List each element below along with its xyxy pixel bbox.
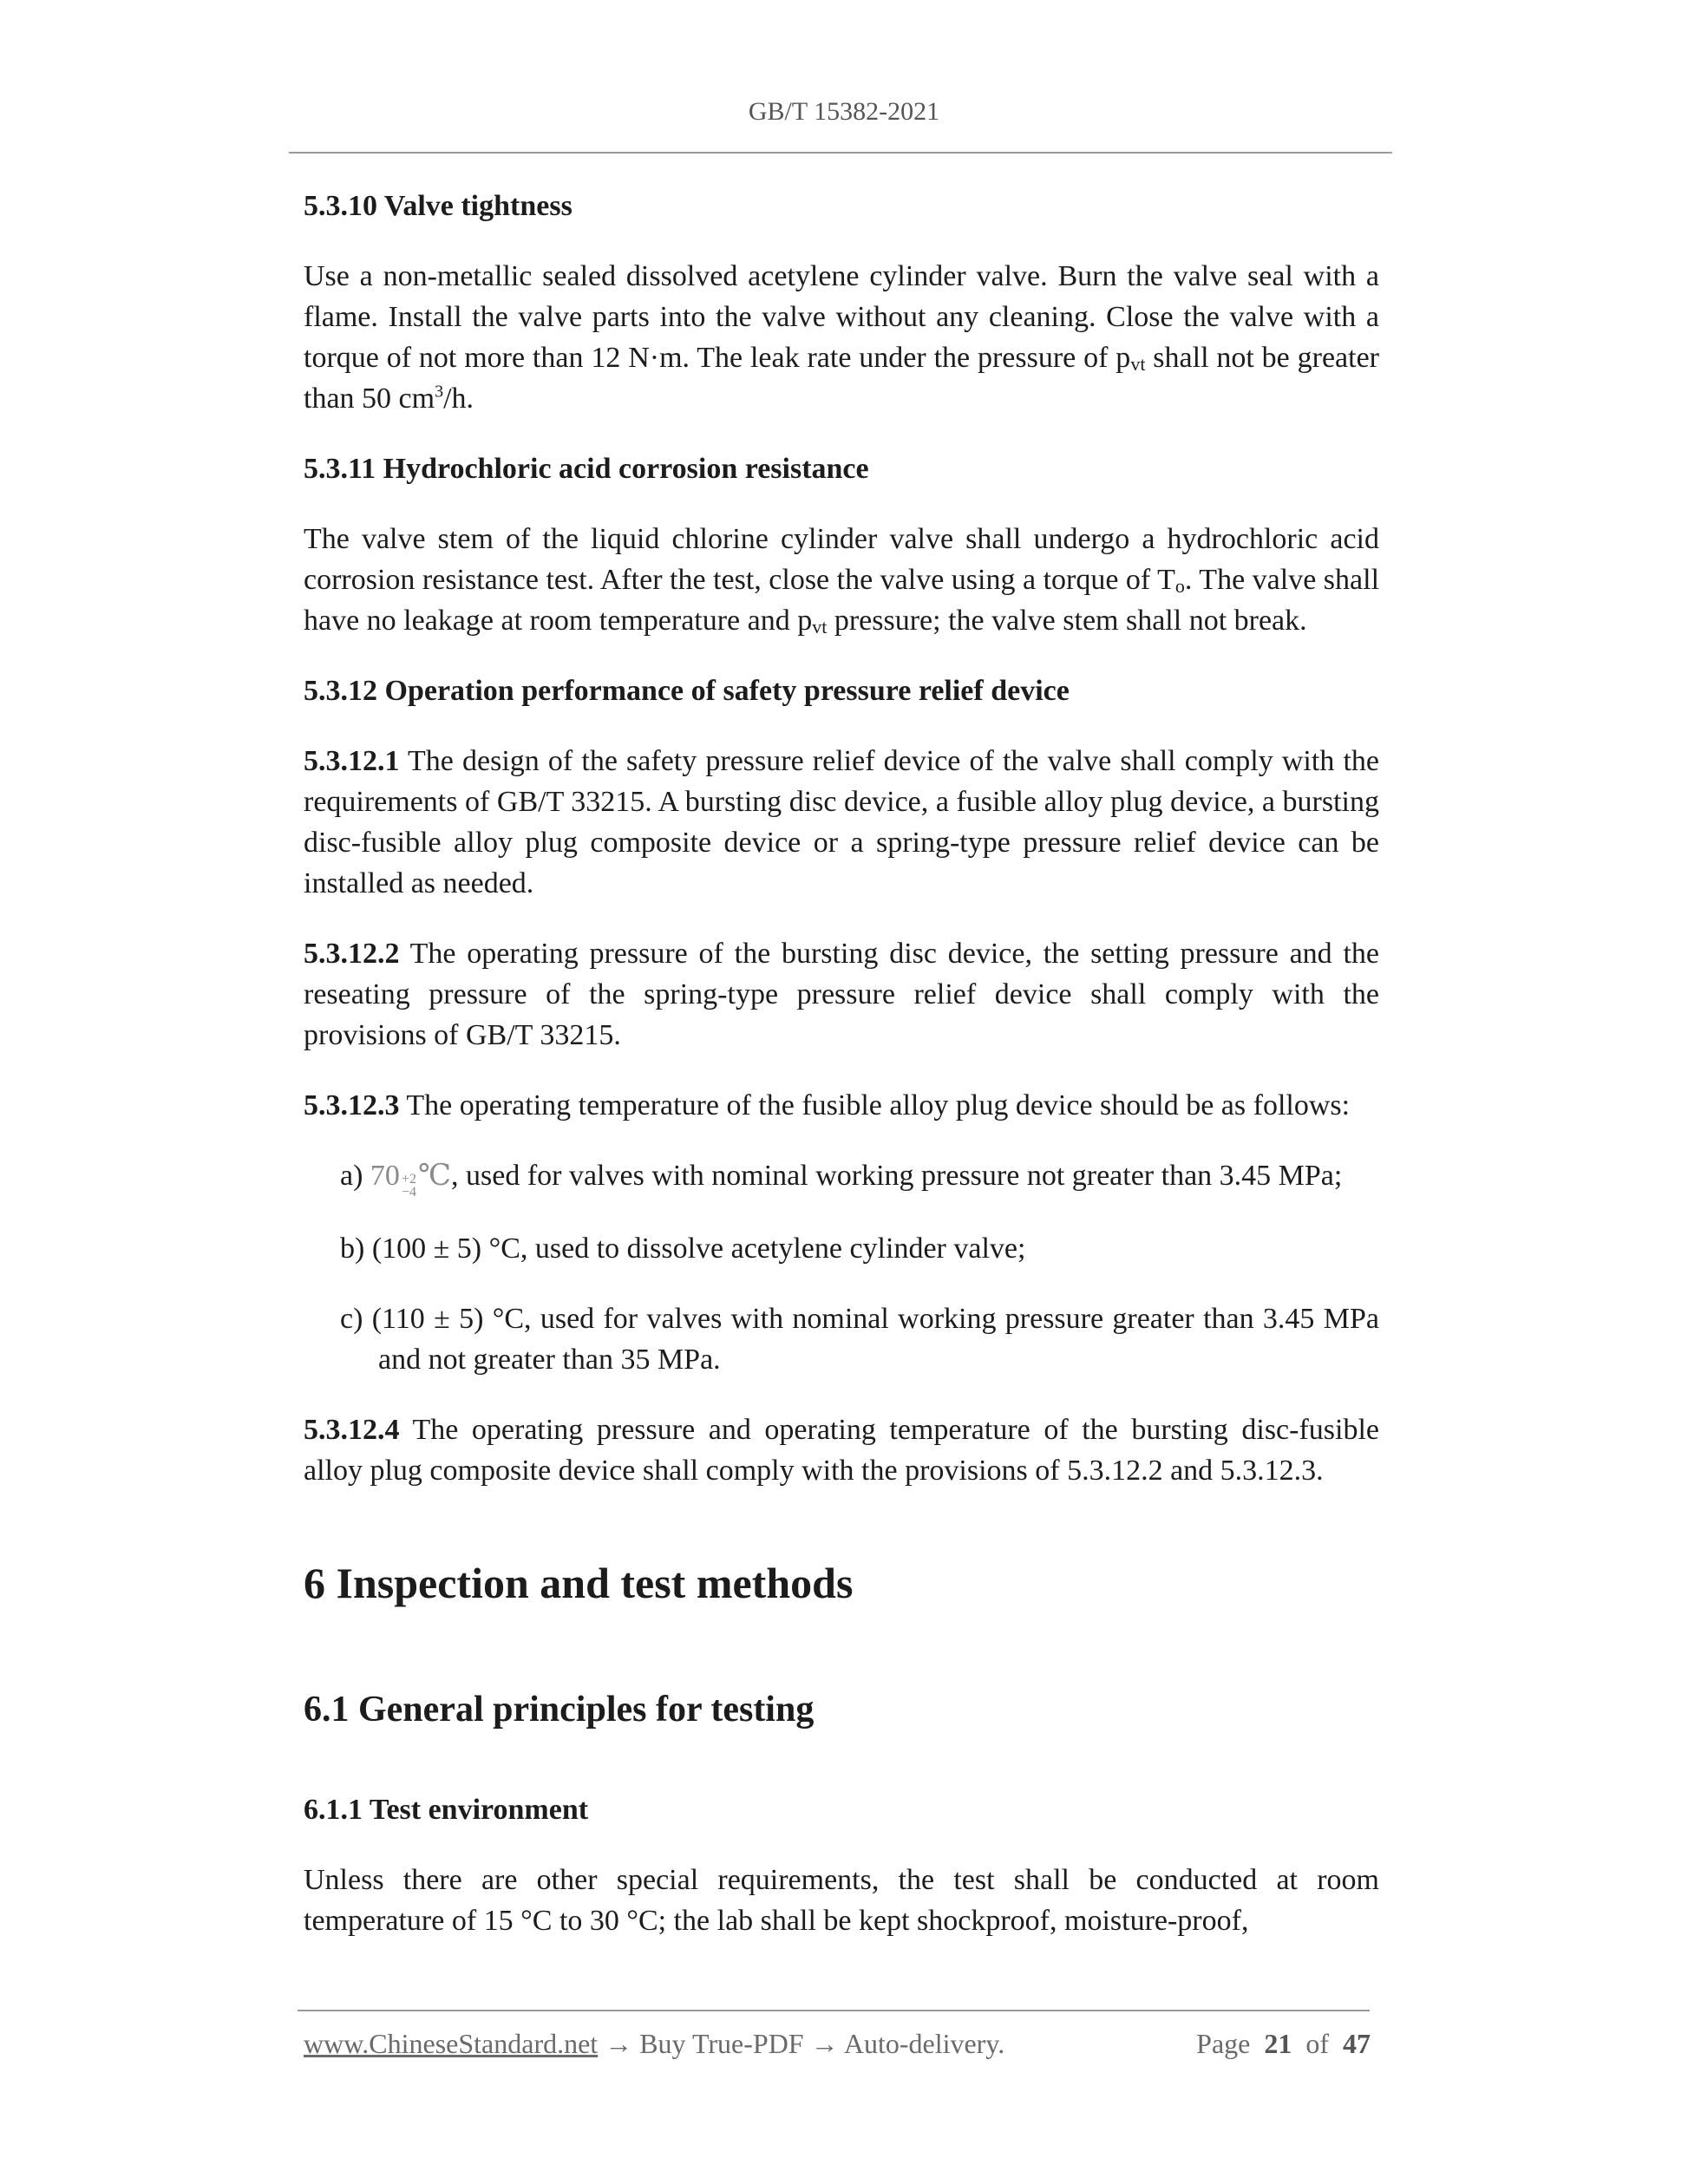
section-6-1-1-heading: 6.1.1 Test environment bbox=[304, 1794, 589, 1826]
footer-divider bbox=[298, 2010, 1370, 2011]
document-body bbox=[304, 186, 1379, 1971]
page-number: Page 21 of 47 bbox=[1196, 2028, 1371, 2059]
clause-5-3-12-3: 5.3.12.3 The operating temperature of the fusible alloy plug device should be as follows: bbox=[304, 1089, 1351, 1121]
section-5-3-11-heading: 5.3.11 Hydrochloric acid corrosion resistance bbox=[304, 453, 869, 485]
section-5-3-10-heading: 5.3.10 Valve tightness bbox=[304, 190, 572, 222]
section-6-1-1-paragraph: Unless there are other special requirements, the test shall be conducted at room temperature of 15 °C to 30 °C; the lab shall be kept shockproof, moisture-proof, bbox=[304, 1864, 1379, 1937]
list-item-b: b) (100 ± 5) °C, used to dissolve acetylene cylinder valve; bbox=[340, 1233, 1026, 1265]
arrow-icon: → bbox=[803, 2028, 844, 2059]
list-item-a: a) 70 +2 −4 ℃, used for valves with nominal working pressure not greater than 3.45 MPa; bbox=[340, 1155, 1379, 1199]
temperature-tolerance: 70 +2 −4 ℃ bbox=[370, 1160, 451, 1200]
arrow-icon: → bbox=[598, 2028, 640, 2059]
buy-pdf-text: Buy True-PDF bbox=[639, 2028, 804, 2059]
chapter-6-heading: 6 Inspection and test methods bbox=[304, 1559, 854, 1607]
section-5-3-12-heading: 5.3.12 Operation performance of safety pressure relief device bbox=[304, 675, 1070, 707]
list-item-c: c) (110 ± 5) °C, used for valves with nominal working pressure greater than 3.45 MPa and not greater than 35 MPa. bbox=[340, 1303, 1379, 1376]
total-pages: 47 bbox=[1343, 2028, 1371, 2059]
clause-5-3-12-1: 5.3.12.1 The design of the safety pressure relief device of the valve shall comply with the requirements of GB/T 33215. A bursting disc device, a fusible alloy plug device, a bursting disc-fusible alloy plug composite device or a spring-type pressure relief device can be installed as needed. bbox=[304, 745, 1379, 899]
current-page: 21 bbox=[1264, 2028, 1292, 2059]
page-footer bbox=[304, 2028, 1371, 2060]
section-5-3-11-paragraph: The valve stem of the liquid chlorine cylinder valve shall undergo a hydrochloric acid corrosion resistance test. After the test, close the valve using a torque of $T_o$. The valve shall have no leakage at room temperature and $p_{vt}$ pressure; the valve stem shall not break. bbox=[304, 523, 1380, 638]
section-5-3-10-paragraph: Use a non-metallic sealed dissolved acetylene cylinder valve. Burn the valve seal with a flame. Install the valve parts into the valve without any cleaning. Close the valve with a torque of not more than 12 N·m. The leak rate under the pressure of $p_{vt}$ shall not be greater than 50 $cm^3/h$. bbox=[304, 260, 1380, 415]
clause-5-3-12-2: 5.3.12.2 The operating pressure of the bursting disc device, the setting pressure and the reseating pressure of the spring-type pressure relief device shall comply with the provisions of GB/T 33215. bbox=[304, 938, 1379, 1051]
chinesestandard-link[interactable]: www.ChineseStandard.net bbox=[304, 2028, 599, 2059]
auto-delivery-text: Auto-delivery. bbox=[843, 2028, 1005, 2059]
clause-5-3-12-4: 5.3.12.4 The operating pressure and operating temperature of the bursting disc-fusible alloy plug composite device shall comply with the provisions of 5.3.12.2 and 5.3.12.3. bbox=[304, 1414, 1379, 1487]
section-6-1-heading: 6.1 General principles for testing bbox=[304, 1690, 815, 1730]
header-divider bbox=[289, 152, 1392, 154]
page-header: GB/T 15382-2021 bbox=[748, 97, 940, 126]
